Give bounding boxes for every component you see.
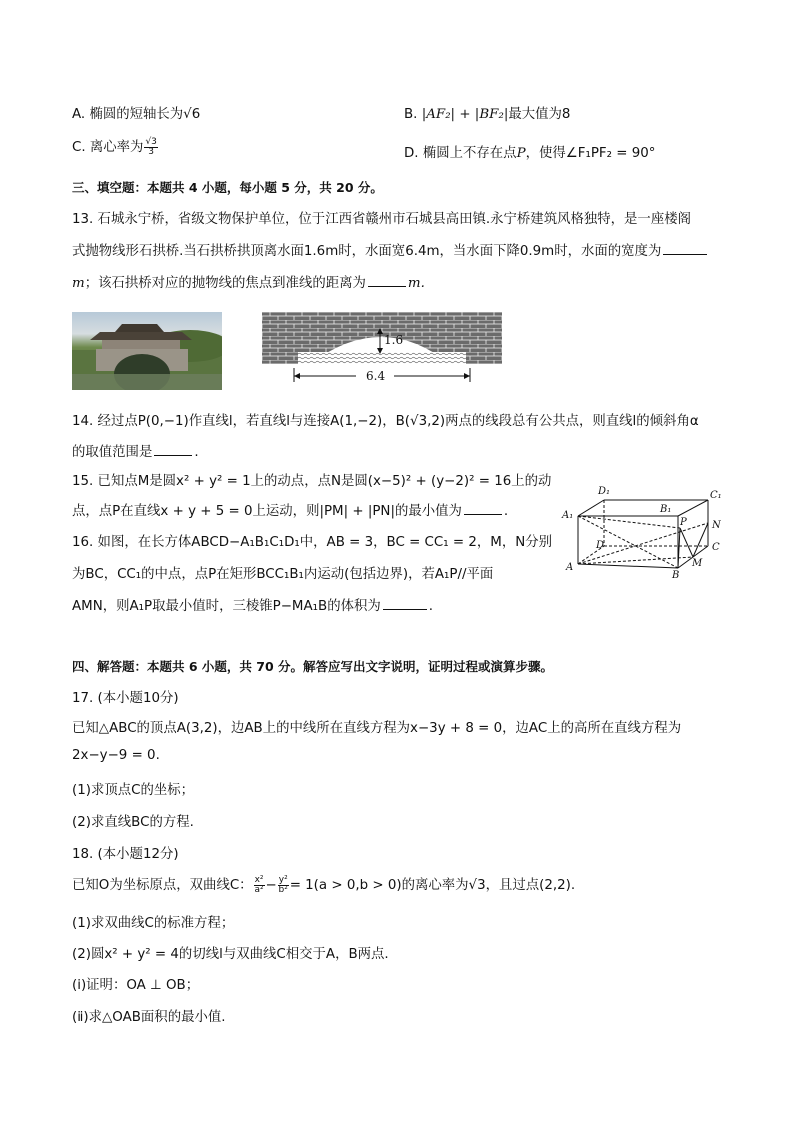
label-B: B [672,570,680,580]
bridge-photo [72,312,222,390]
label-N: N [712,520,721,531]
label-D1: D₁ [598,486,611,497]
q18-part1: (1)求双曲线C的标准方程； [72,916,235,931]
q14-line1: 14. 经过点P(0,−1)作直线l，若直线l与连接A(1,−2)，B(√3,2)两点的线段总有公共点，则直线l的倾斜角α [72,414,699,429]
answer-blank [383,597,427,610]
svg-text:1.6: 1.6 [384,333,404,347]
water [298,352,466,364]
q18-part3: (ⅰ)证明：OA ⊥ OB； [72,978,200,993]
label-B1: B₁ [660,504,672,515]
q18-part2: (2)圆x² + y² = 4的切线l与双曲线C相交于A，B两点. [72,947,389,962]
option-c: C. 离心率为 $\frac{√3}{3}$ [72,136,157,157]
section3-title: 三、填空题：本题共 4 小题，每小题 5 分，共 20 分。 [72,180,383,195]
answer-blank [464,502,502,515]
q18-part4: (ⅱ)求△OAB面积的最小值. [72,1010,226,1025]
q15-line2: 点，点P在直线x + y + 5 = 0上运动，则|PM| + |PN|的最小值为 . [72,504,509,519]
answer-blank [154,443,192,456]
option-a: A. 椭圆的短轴长为√6 [72,107,201,122]
answer-blank [663,242,707,255]
q16-line2: 为BC，CC₁的中点，点P在矩形BCC₁B₁内运动(包括边界)，若A₁P//平面 [72,567,494,582]
label-A: A [566,562,574,573]
q14-line2: 的取值范围是 . [72,445,199,460]
cuboid-figure [560,476,730,580]
label-M: M [692,558,703,569]
svg-text:6.4: 6.4 [366,369,386,383]
q18-line1: 已知O为坐标原点，双曲线C： $\frac{\text{x²}}{\text{a²}}$ − $\frac{\text{y²}}{\text{b²}}$ = 1(a > 0,b > 0)的离心率为√3，且过点(2,2). [72,874,576,895]
q17-line2: 2x−y−9 = 0. [72,748,160,763]
fraction: $\frac{\text{y²}}{\text{b²}}$ [278,874,288,895]
option-b: B. |AF₂| + |BF₂|最大值为8 [404,107,571,122]
fraction: $\frac{\text{x²}}{\text{a²}}$ [254,874,264,895]
label-C1: C₁ [710,490,722,501]
q15-line1: 15. 已知点M是圆x² + y² = 1上的动点，点N是圆(x−5)² + (y−2)² = 16上的动 [72,474,552,489]
label-P: P [680,517,687,528]
q17-part2: (2)求直线BC的方程. [72,815,194,830]
label-A1: A₁ [562,510,574,521]
section4-title: 四、解答题：本题共 6 小题，共 70 分。解答应写出文字说明，证明过程或演算步骤。 [72,659,554,674]
bridge-diagram [262,312,502,390]
q17-head: 17. (本小题10分) [72,691,179,706]
label-D: D [596,540,605,551]
q13-line3: m；该石拱桥对应的抛物线的焦点到准线的距离为 m. [72,276,425,291]
label-C: C [712,542,720,553]
option-d: D. 椭圆上不存在点P，使得∠F₁PF₂ = 90° [404,146,656,161]
q17-part1: (1)求顶点C的坐标； [72,783,195,798]
answer-blank [368,274,406,287]
q16-line3: AMN，则A₁P取最小值时，三棱锥P−MA₁B的体积为 . [72,599,434,614]
fraction: $\frac{√3}{3}$ [145,136,157,157]
q13-line1: 13. 石城永宁桥，省级文物保护单位，位于江西省赣州市石城县高田镇.永宁桥建筑风格独特，是一座楼阁 [72,212,691,227]
q17-line1: 已知△ABC的顶点A(3,2)，边AB上的中线所在直线方程为x−3y + 8 = 0，边AC上的高所在直线方程为 [72,721,682,736]
q13-line2: 式抛物线形石拱桥.当石拱桥拱顶离水面1.6m时，水面宽6.4m，当水面下降0.9m时，水面的宽度为 [72,240,709,259]
q16-line1: 16. 如图，在长方体ABCD−A₁B₁C₁D₁中，AB = 3，BC = CC₁ = 2，M，N分别 [72,535,553,550]
q18-head: 18. (本小题12分) [72,847,179,862]
